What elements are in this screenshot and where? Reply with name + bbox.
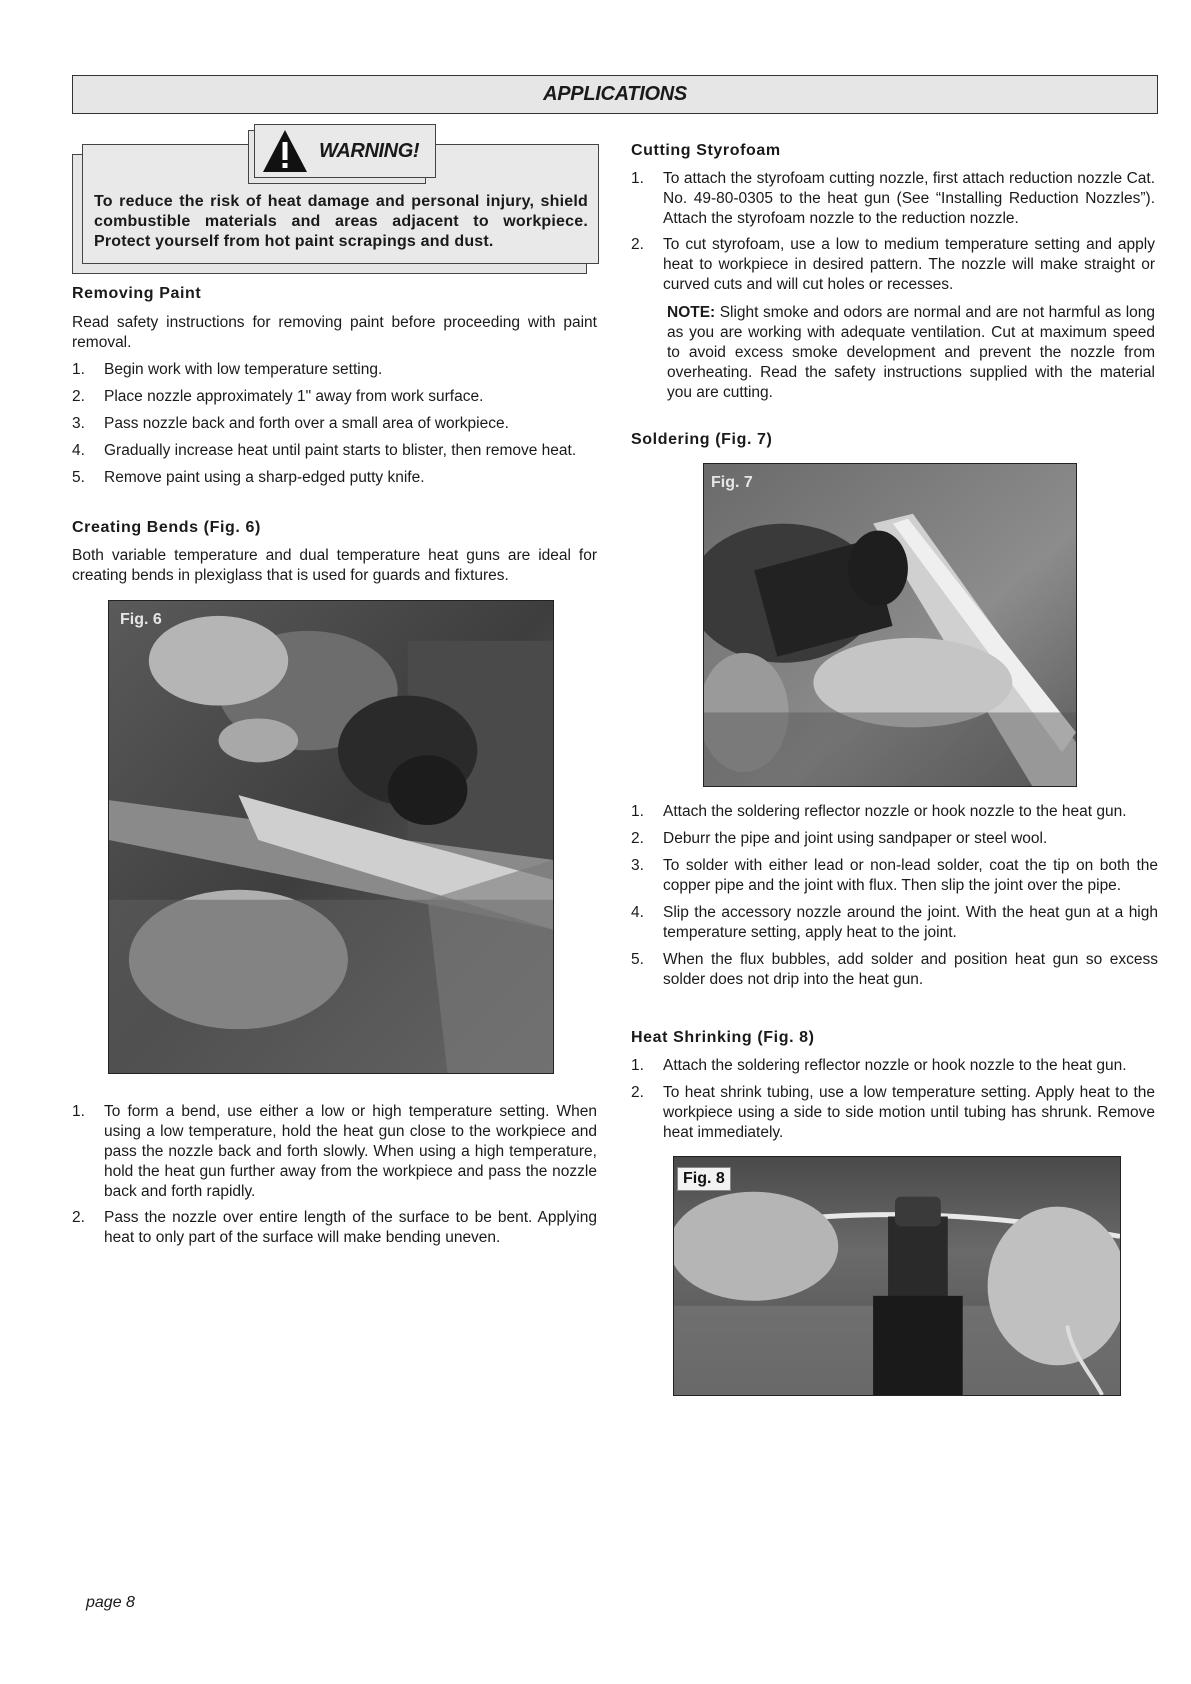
list-item: 4. Gradually increase heat until paint starts to blister, then remove heat. [72,442,577,459]
figure-7-label: Fig. 7 [711,474,753,491]
list-item: 1. Attach the soldering reflector nozzle or hook nozzle to the heat gun. [631,1057,1127,1074]
list-item: 4. Slip the accessory nozzle around the joint. With the heat gun at a high temperature setting, apply heat to the joint. [631,904,1158,941]
soldering-steps [631,802,1158,990]
list-item: 2. Pass the nozzle over entire length of the surface to be bent. Applying heat to only part of the surface will make bending uneven. [72,1209,597,1246]
warning-header [254,124,436,178]
cutting-styrofoam-heading: Cutting Styrofoam [631,142,781,159]
page-number: page 8 [86,1594,135,1611]
creating-bends-intro: Both variable temperature and dual temperature heat guns are ideal for creating bends in plexiglass that is used for guards and fixtures. [72,547,597,584]
list-item: 1. Begin work with low temperature setting. [72,361,383,378]
list-item: 1. To form a bend, use either a low or high temperature setting. When using a low temperature, hold the heat gun close to the workpiece and pass the nozzle back and forth slowly. When using a high temperature, hold the heat gun further away from the workpiece and pass the nozzle back and forth rapidly. [72,1103,597,1200]
warning-text: To reduce the risk of heat damage and personal injury, shield combustible materials and areas adjacent to workpiece. Protect yourself from hot paint scrapings and dust. [94,193,588,250]
removing-paint-steps [72,360,597,488]
list-item: 3. To solder with either lead or non-lead solder, coat the tip on both the copper pipe and the joint with flux. Then slip the joint over the pipe. [631,857,1158,894]
list-item: 1. Attach the soldering reflector nozzle or hook nozzle to the heat gun. [631,803,1127,820]
heat-gun-bending-image [109,601,553,1073]
removing-paint-intro: Read safety instructions for removing paint before proceeding with paint removal. [72,314,597,351]
list-item: 2. To heat shrink tubing, use a low temperature setting. Apply heat to the workpiece using a side to side motion until tubing has shrunk. Remove heat immediately. [631,1084,1155,1141]
list-item: 5. When the flux bubbles, add solder and position heat gun so excess solder does not drip into the heat gun. [631,951,1158,988]
removing-paint-heading: Removing Paint [72,285,202,302]
figure-8-label: Fig. 8 [677,1167,731,1191]
list-item: 5. Remove paint using a sharp-edged putty knife. [72,469,425,486]
styrofoam-note [667,303,1155,403]
figure-8-photo [673,1156,1121,1396]
warning-triangle-icon [261,128,309,174]
figure-6-photo [108,600,554,1074]
list-item: 2. Place nozzle approximately 1" away from work surface. [72,388,484,405]
heat-shrink-tubing-image [674,1157,1120,1395]
soldering-heading: Soldering (Fig. 7) [631,431,773,448]
warning-box [72,124,599,274]
section-title-bar [72,75,1158,114]
list-item: 2. To cut styrofoam, use a low to medium temperature setting and apply heat to workpiece in desired pattern. The nozzle will make straight or curved cuts and will cut holes or recesses. [631,236,1155,293]
note-label: NOTE: [667,304,716,321]
list-item: 2. Deburr the pipe and joint using sandpaper or steel wool. [631,830,1048,847]
list-item: 3. Pass nozzle back and forth over a small area of workpiece. [72,415,509,432]
warning-label: WARNING! [319,139,420,162]
list-item: 1. To attach the styrofoam cutting nozzle, first attach reduction nozzle Cat. No. 49-80-0305 to the heat gun (See “Installing Reduction Nozzles”). Attach the styrofoam nozzle to the reduction nozzle. [631,170,1155,227]
heat-shrinking-steps [631,1056,1155,1143]
soldering-pipe-image [704,464,1076,786]
creating-bends-steps [72,1102,597,1248]
note-text: Slight smoke and odors are normal and are not harmful as long as you are working with adequate ventilation. Cut at maximum speed to avoid excess smoke development and prevent the nozzle from overheating. Read the safety instructions supplied with the material you are cutting. [667,304,1155,401]
page-title: APPLICATIONS [543,83,687,105]
figure-7-photo [703,463,1077,787]
creating-bends-heading: Creating Bends (Fig. 6) [72,519,261,536]
cutting-styrofoam-steps [631,169,1155,295]
heat-shrinking-heading: Heat Shrinking (Fig. 8) [631,1029,815,1046]
figure-6-label: Fig. 6 [120,611,162,628]
